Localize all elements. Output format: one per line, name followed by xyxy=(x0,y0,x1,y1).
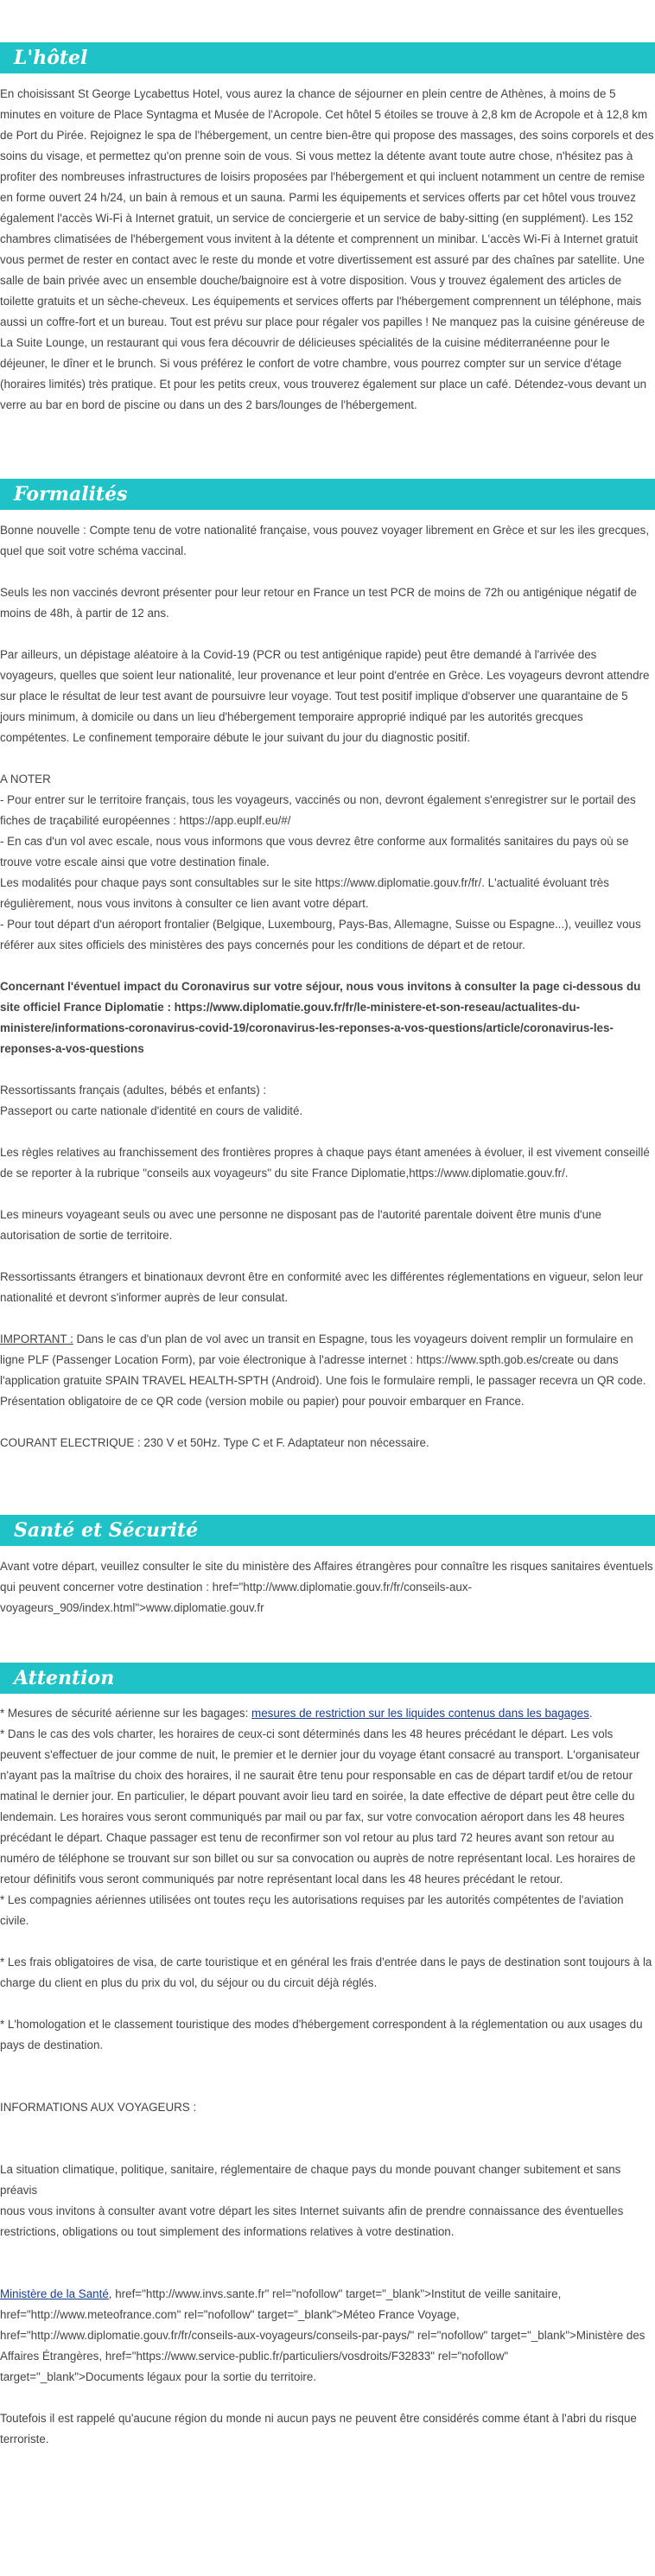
info-voyageurs-title: INFORMATIONS AUX VOYAGEURS : xyxy=(0,2101,197,2114)
ressortissants-text: Passeport ou carte nationale d'identité en cours de validité. xyxy=(0,1104,303,1117)
important-label: IMPORTANT : xyxy=(0,1333,73,1345)
charter-text: * Dans le cas des vols charter, les horaires de ceux-ci sont déterminés dans les 48 heures précédant le départ. Les vols peuvent s'effectuer de jour comme de nuit, le premier et le dernier jour du voyage étant consacré au transport. L'organisateur n'ayant pas la maîtrise du choix des horaires, il ne saurait être tenu pour responsable en cas de départ tardif et/ou de retour matinal le dernier jour. En particulier, le départ pouvant avoir lieu tard en soirée, la date effective de départ peut être celle du lendemain. Les horaires vous seront communiqués par mail ou par fax, sur votre convocation aéroport dans les 48 heures précédant le départ. Chaque passager est tenu de reconfirmer son vol retour au plus tard 72 heures avant son retour au numéro de téléphone se trouvant sur son billet ou sur sa convocation ou auprès de notre représentant local. Les horaires de retour définitifs vous seront communiqués par notre représentant local dans les 48 heures précédant le retour. xyxy=(0,1727,640,1886)
sante-text: Avant votre départ, veuillez consulter le site du ministère des Affaires étrangères pour connaître les risques sanitaires éventuels qui peuvent concerner votre destination : href="http://www.diplomatie.gouv.fr/fr/conseils-aux-voyageurs_909/index.html">www.diplomatie.gouv.fr xyxy=(0,1560,653,1614)
situation-text: La situation climatique, politique, sanitaire, réglementaire de chaque pays du monde pouvant changer subitement et sans préavis xyxy=(0,2163,621,2197)
note-item: - Pour tout départ d'un aéroport frontalier (Belgique, Luxembourg, Pays-Bas, Allemagne, Suisse ou Espagne...), veuillez vous référer aux sites officiels des ministères des pays concernés pour les conditions de départ et de retour. xyxy=(0,918,641,951)
note-title: A NOTER xyxy=(0,773,51,786)
hotel-description: En choisissant St George Lycabettus Hotel, vous aurez la chance de séjourner en plein centre de Athènes, à moins de 5 minutes en voiture de Place Syntagma et Musée de l'Acropole. Cet hôtel 5 étoiles se trouve à 2,8 km de Acropole et à 12,8 km de Port du Pirée. Rejoignez le spa de l'hébergement, un centre bien-être qui propose des massages, des soins corporels et des soins du visage, et permettez qu'on prenne soin de vous. Si vous mettez la détente avant toute autre chose, n'hésitez pas à profiter des nombreuses infrastructures de loisirs proposées par l'hébergement et qui incluent notamment un centre de remise en forme ouvert 24 h/24, un bain à remous et un sauna. Parmi les équipements et services offerts par cet hôtel vous trouvez également l'accès Wi-Fi à Internet gratuit, un service de conciergerie et un service de baby-sitting (en supplément). Les 152 chambres climatisées de l'hébergement vous invitent à la détente et comprennent un minibar. L'accès Wi-Fi à Internet gratuit vous permet de rester en contact avec le reste du monde et votre divertissement est assuré par des chaînes par satellite. Une salle de bain privée avec un ensemble douche/baignoire est à votre disposition. Vous y trouvez également des articles de toilette gratuits et un sèche-cheveux. Les équipements et services offerts par l'hébergement comprennent un téléphone, mais aussi un coffre-fort et un bureau. Tout est prévu sur place pour régaler vos papilles ! Ne manquez pas la cuisine généreuse de La Suite Lounge, un restaurant qui vous fera découvrir de délicieuses spécialités de la cuisine méditerranéenne pour le déjeuner, le dîner et le brunch. Si vous préférez le confort de votre chambre, vous pourrez compter sur un service d'étage (horaires limités) très pratique. Et pour les petits creux, vous trouverez également sur place un café. Détendez-vous devant un verre au bar en bord de piscine ou dans un des 2 bars/lounges de l'hébergement. xyxy=(0,87,654,411)
frais-text: * Les frais obligatoires de visa, de carte touristique et en général les frais d'entrée dans le pays de destination sont toujours à la charge du client en plus du prix du vol, du séjour ou du circuit déjà réglés. xyxy=(0,1956,652,1989)
terrorisme-text: Toutefois il est rappelé qu'aucune région du monde ni aucun pays ne peuvent être considérés comme étant à l'abri du risque terroriste. xyxy=(0,2412,637,2446)
section-title-hotel: L'hôtel xyxy=(0,42,655,73)
note-item: - En cas d'un vol avec escale, nous vous informons que vous devrez être conforme aux formalités sanitaires du pays où se trouve votre escale ainsi que votre destination finale. xyxy=(0,835,629,868)
mesures-restriction-link[interactable]: mesures de restriction sur les liquides contenus dans les bagages xyxy=(251,1707,589,1720)
courant-electrique: COURANT ELECTRIQUE : 230 V et 50Hz. Type C et F. Adaptateur non nécessaire. xyxy=(0,1436,429,1449)
homologation-text: * L'homologation et le classement touristique des modes d'hébergement correspondent à la réglementation ou aux usages du pays de destination. xyxy=(0,2018,643,2051)
useful-links-text: , href="http://www.invs.sante.fr" rel="nofollow" target="_blank">Institut de veille sanitaire, href="http://www.meteofrance.com" rel="nofollow" target="_blank">Méteo France Voyage, href="http://www.diplomatie.gouv.fr/fr/conseils-aux-voyageurs/conseils-par-pays/" rel="nofollow" target="_blank">Ministère des Affaires Étrangères, href="https://www.service-public.fr/particuliers/vosdroits/F32833" rel="nofollow" target="_blank">Documents légaux pour la sortie du territoire. xyxy=(0,2287,645,2383)
hotel-description-block xyxy=(0,84,655,416)
etrangers-text: Ressortissants étrangers et binationaux devront être en conformité avec les différentes réglementations en vigueur, selon leur nationalité et devront s'informer auprès de leur consulat. xyxy=(0,1270,644,1304)
mesures-suffix: . xyxy=(588,1707,593,1720)
attention-block xyxy=(0,1703,655,2450)
compagnies-text: * Les compagnies aériennes utilisées ont toutes reçu les autorisations requises par les autorités compétentes de l'aviation civile. xyxy=(0,1893,624,1927)
mesures-prefix: * Mesures de sécurité aérienne sur les bagages: xyxy=(0,1707,252,1720)
note-item: Les modalités pour chaque pays sont consultables sur le site https://www.diplomatie.gouv.fr/fr/. L'actualité évoluant très régulièrement, nous vous invitons à consulter ce lien avant votre départ. xyxy=(0,876,609,910)
useful-links xyxy=(0,2284,655,2388)
formalites-random-test: Par ailleurs, un dépistage aléatoire à la Covid-19 (PCR ou test antigénique rapide) peut être demandé à l'arrivée des voyageurs, quelles que soient leur nationalité, leur provenance et leur point d'entrée en Grèce. Les voyageurs devront attendre sur place le résultat de leur test avant de poursuivre leur voyage. Tout test positif implique d'observer une quarantaine de 5 jours minimum, à domicile ou dans un lieu d'hébergement temporaire approprié indiqué par les autorités grecques compétentes. Le confinement temporaire débute le jour suivant du jour du diagnostic positif. xyxy=(0,648,650,744)
formalites-block xyxy=(0,520,655,1453)
mineurs-text: Les mineurs voyageant seuls ou avec une personne ne disposant pas de l'autorité parentale doivent être munis d'une autorisation de sortie de territoire. xyxy=(0,1208,601,1242)
section-title-formalites: Formalités xyxy=(0,479,655,510)
situation-text-2: nous vous invitons à consulter avant votre départ les sites Internet suivants afin de prendre connaissance des éventuelles restrictions, obligations ou tout simplement des informations relatives à votre destination. xyxy=(0,2204,624,2238)
section-title-sante: Santé et Sécurité xyxy=(0,1515,655,1546)
ministere-sante-link[interactable]: Ministère de la Santé xyxy=(0,2287,109,2300)
ressortissants-title: Ressortissants français (adultes, bébés et enfants) : xyxy=(0,1084,267,1097)
sante-block xyxy=(0,1556,655,1619)
frontieres-text: Les règles relatives au franchissement des frontières propres à chaque pays étant amenées à évoluer, il est vivement conseillé de se reporter à la rubrique "conseils aux voyageurs" du site France Diplomatie,https://www.diplomatie.gouv.fr/. xyxy=(0,1146,650,1180)
mesures-securite xyxy=(0,1703,655,1724)
section-title-attention: Attention xyxy=(0,1663,655,1694)
coronavirus-notice: Concernant l'éventuel impact du Coronavirus sur votre séjour, nous vous invitons à consulter la page ci-dessous du site officiel France Diplomatie : https://www.diplomatie.gouv.fr/fr/le-ministere-et-son-reseau/actualites-du-ministere/informations-coronavirus-covid-19/coronavirus-les-reponses-a-vos-questions/article/coronavirus-les-reponses-a-vos-questions xyxy=(0,980,641,1055)
note-item: - Pour entrer sur le territoire français, tous les voyageurs, vaccinés ou non, devront également s'enregistrer sur le portail des fiches de traçabilité européennes : https://app.euplf.eu/#/ xyxy=(0,793,636,827)
formalites-test-return: Seuls les non vaccinés devront présenter pour leur retour en France un test PCR de moins de 72h ou antigénique négatif de moins de 48h, à partir de 12 ans. xyxy=(0,586,637,620)
important-text: Dans le cas d'un plan de vol avec un transit en Espagne, tous les voyageurs doivent remplir un formulaire en ligne PLF (Passenger Location Form), par voie électronique à l'adresse internet : https://www.spth.gob.es/create ou dans l'application gratuite SPAIN TRAVEL HEALTH-SPTH (Android). Une fois le formulaire rempli, le passager recevra un QR code. Présentation obligatoire de ce QR code (version mobile ou papier) pour pouvoir embarquer en France. xyxy=(0,1333,646,1408)
formalites-nationality: Bonne nouvelle : Compte tenu de votre nationalité française, vous pouvez voyager librement en Grèce et sur les iles grecques, quel que soit votre schéma vaccinal. xyxy=(0,524,650,557)
important-notice xyxy=(0,1329,655,1412)
